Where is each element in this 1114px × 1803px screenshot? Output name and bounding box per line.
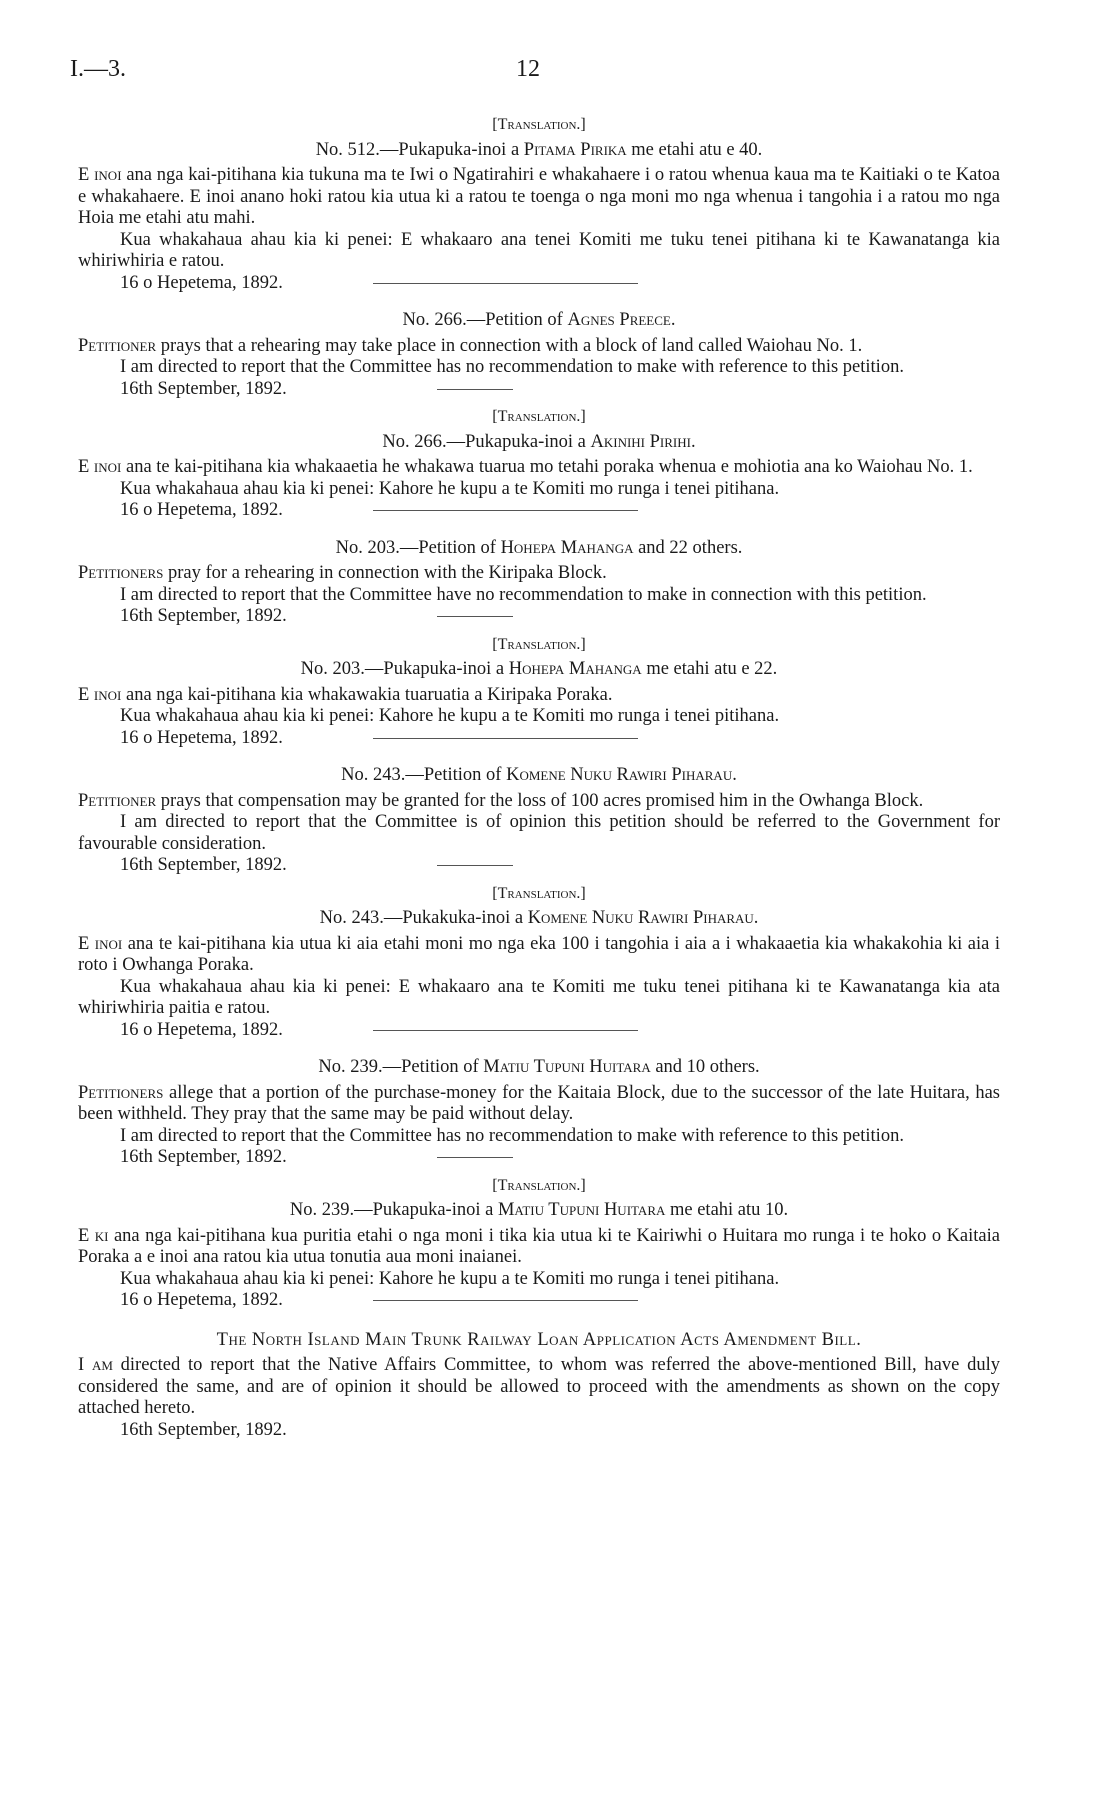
bill-title: The North Island Main Trunk Railway Loan Application Acts Amendment Bill. xyxy=(216,1329,862,1350)
committee-report: I am directed to report that the Committee is of opinion this petition should be referred to the Government for favourable consideration. xyxy=(78,812,1000,854)
committee-report: I am directed to report that the Committee have no recommendation to make in connection with this petition. xyxy=(120,584,927,605)
bill-section xyxy=(78,1330,1000,1442)
date-text: 16 o Hepetema, 1892. xyxy=(120,727,283,748)
summary-text: pray for a rehearing in connection with the Kiripaka Block. xyxy=(163,563,607,583)
petition-summary xyxy=(78,336,1000,358)
date-text: 16th September, 1892. xyxy=(120,378,287,399)
date-text: 16th September, 1892. xyxy=(120,606,287,626)
petitioner-name: Akinihi Pirihi xyxy=(590,431,691,452)
petition-number: No. 239.—Petition of xyxy=(318,1057,484,1077)
lead-words: E inoi xyxy=(78,933,123,954)
petition-summary xyxy=(78,934,1000,977)
petition-number: No. 239.—Pukapuka-inoi a xyxy=(289,1200,498,1220)
petition-title-tail: and 10 others. xyxy=(650,1057,760,1077)
petition-title-tail: me etahi atu e 40. xyxy=(626,139,763,160)
petition-summary xyxy=(78,457,1000,479)
petition-title xyxy=(78,908,1000,930)
divider-rule xyxy=(373,1300,638,1301)
summary-text: prays that compensation may be granted for the loss of 100 acres promised him in the Owhanga Block. xyxy=(156,790,924,811)
report-date xyxy=(78,728,1000,750)
petition-summary xyxy=(78,165,1000,230)
petition-title-tail: me etahi atu 10. xyxy=(665,1200,789,1220)
petition-summary xyxy=(78,1226,1000,1269)
petition-title xyxy=(78,659,1000,681)
petition-title xyxy=(78,140,1000,162)
petition-section xyxy=(78,538,1000,628)
translation-label: [Translation.] xyxy=(492,408,586,425)
petition-summary xyxy=(78,563,1000,585)
petitioner-name: Matiu Tupuni Huitara xyxy=(483,1057,651,1077)
divider-rule xyxy=(437,389,513,390)
petition-number: No. 266.—Petition of xyxy=(402,310,568,330)
summary-text: ana te kai-pitihana kia whakaaetia he whakawa tuarua mo tetahi poraka whenua e mohiotia ana ko Waiohau No. 1. xyxy=(121,457,973,477)
translation-label: [Translation.] xyxy=(492,635,586,653)
petition-section xyxy=(78,114,1000,294)
report-date xyxy=(78,273,1000,295)
petitioner-name: Pitama Pirika xyxy=(523,139,627,160)
petition-title xyxy=(78,432,1000,454)
petition-number: No. 266.—Pukapuka-inoi a xyxy=(382,431,591,452)
petition-title xyxy=(78,310,1000,332)
divider-rule xyxy=(437,1157,513,1158)
report-date xyxy=(78,855,1000,877)
petition-section xyxy=(78,765,1000,877)
petition-title-tail: . xyxy=(670,310,676,330)
committee-report: Kua whakahaua ahau kia ki penei: E whakaaro ana tenei Komiti me tuku tenei pitihana ki te Kawanatanga kia whiriwhiria e ratou. xyxy=(78,229,1000,271)
lead-words: Petitioner xyxy=(78,790,157,811)
petitioner-name: Komene Nuku Rawiri Piharau xyxy=(506,765,733,785)
lead-words: E inoi xyxy=(78,457,122,477)
petitioner-name: Komene Nuku Rawiri Piharau xyxy=(527,908,754,928)
petition-title-tail: . xyxy=(690,431,696,452)
petition-section xyxy=(78,883,1000,1042)
petition-title-tail: . xyxy=(732,765,737,785)
petition-title-tail: me etahi atu e 22. xyxy=(641,659,778,679)
date-text: 16 o Hepetema, 1892. xyxy=(120,272,283,293)
petition-section xyxy=(78,1057,1000,1169)
lead-words: Petitioners xyxy=(78,563,164,583)
committee-report: Kua whakahaua ahau kia ki penei: Kahore he kupu a te Komiti mo runga i tenei pitihana. xyxy=(120,706,780,726)
petition-number: No. 512.—Pukapuka-inoi a xyxy=(315,139,524,160)
petition-title-tail: and 22 others. xyxy=(633,537,743,558)
summary-text: allege that a portion of the purchase-money for the Kaitaia Block, due to the successor of the late Huitara, has been withheld. They pray that the same may be paid without delay. xyxy=(78,1082,1000,1124)
report-date xyxy=(78,1020,1000,1042)
petition-summary xyxy=(78,685,1000,707)
committee-report: Kua whakahaua ahau kia ki penei: E whakaaro ana te Komiti me tuku tenei pitihana ki te Kawanatanga kia ata whiriwhiria paitia e ratou. xyxy=(78,976,1000,1018)
date-text: 16 o Hepetema, 1892. xyxy=(120,500,283,520)
divider-rule xyxy=(373,510,638,511)
date-text: 16th September, 1892. xyxy=(120,855,287,875)
petition-summary xyxy=(78,791,1000,813)
document-body xyxy=(78,108,1000,1441)
summary-text: ana te kai-pitihana kia utua ki aia etahi moni mo nga eka 100 i tangohia i aia a i whakaaetia kia whakakohia ki aia i roto i Owhanga Poraka. xyxy=(78,933,1000,975)
petition-section xyxy=(78,310,1000,400)
divider-rule xyxy=(437,865,513,866)
report-reference: I.—3. xyxy=(70,56,126,82)
report-date xyxy=(78,1290,1000,1312)
petition-number: No. 203.—Petition of xyxy=(335,537,501,558)
divider-rule xyxy=(373,1030,638,1031)
petitioner-name: Agnes Preece xyxy=(567,310,671,330)
divider-rule xyxy=(373,738,638,739)
translation-label: [Translation.] xyxy=(492,1176,586,1194)
lead-words: E ki xyxy=(78,1225,109,1246)
petition-section xyxy=(78,406,1000,522)
petitioner-name: Matiu Tupuni Huitara xyxy=(497,1200,666,1220)
committee-report: I am directed to report that the Committee has no recommendation to make with reference to this petition. xyxy=(120,1125,904,1146)
lead-words: Petitioner xyxy=(78,335,157,356)
bill-report xyxy=(78,1355,1000,1420)
date-text: 16 o Hepetema, 1892. xyxy=(120,1290,283,1310)
summary-text: ana nga kai-pitihana kia tukuna ma te Iwi o Ngatirahiri e whakahaere i o ratou whenua kaua ma te Kaitiaki o te Katoa e whakahaere. E inoi anano hoki ratou kia utua ki a ratou te toenga o nga moni mo nga whenua i tangohia i a ratou mo nga Hoia me etahi atu mahi. xyxy=(78,165,1000,228)
petition-title xyxy=(78,538,1000,560)
committee-report: Kua whakahaua ahau kia ki penei: Kahore he kupu a te Komiti mo runga i tenei pitihana. xyxy=(120,478,780,499)
report-date xyxy=(78,500,1000,522)
translation-label: [Translation.] xyxy=(492,116,586,133)
petition-title-tail: . xyxy=(753,908,759,928)
divider-rule xyxy=(373,283,638,284)
divider-rule xyxy=(437,616,513,617)
petition-number: No. 243.—Pukakuka-inoi a xyxy=(319,908,528,928)
petition-title xyxy=(78,765,1000,787)
lead-words: Petitioners xyxy=(78,1082,164,1103)
lead-words: E inoi xyxy=(78,684,122,705)
petition-section xyxy=(78,1175,1000,1312)
lead-words: I am xyxy=(78,1355,113,1375)
petition-section xyxy=(78,634,1000,750)
translation-label: [Translation.] xyxy=(492,884,586,902)
lead-words: E inoi xyxy=(78,165,122,185)
committee-report: I am directed to report that the Committee has no recommendation to make with reference to this petition. xyxy=(120,357,904,377)
date-text: 16 o Hepetema, 1892. xyxy=(120,1019,283,1040)
petition-summary xyxy=(78,1083,1000,1126)
committee-report: Kua whakahaua ahau kia ki penei: Kahore he kupu a te Komiti mo runga i tenei pitihana. xyxy=(120,1268,780,1289)
date-text: 16th September, 1892. xyxy=(120,1147,287,1167)
bill-date: 16th September, 1892. xyxy=(120,1419,287,1440)
report-date xyxy=(78,606,1000,628)
summary-text: prays that a rehearing may take place in connection with a block of land called Waiohau No. 1. xyxy=(156,335,863,356)
petition-title xyxy=(78,1200,1000,1222)
petitioner-name: Hohepa Mahanga xyxy=(500,537,634,558)
petition-title xyxy=(78,1057,1000,1079)
report-date xyxy=(78,379,1000,401)
bill-report-text: directed to report that the Native Affairs Committee, to whom was referred the above-mentioned Bill, have duly considered the same, and are of opinion it should be allowed to proceed with the amendments as shown on the copy attached hereto. xyxy=(78,1355,1000,1418)
petition-number: No. 243.—Petition of xyxy=(341,765,507,785)
summary-text: ana nga kai-pitihana kua puritia etahi o nga moni i tika kia utua ki te Kairiwhi o Huitara mo runga i te hoko o Kaitaia Poraka a e inoi ana ratou kia utua tonutia aua moni inaianei. xyxy=(78,1225,1000,1267)
report-date xyxy=(78,1147,1000,1169)
petition-number: No. 203.—Pukapuka-inoi a xyxy=(300,659,509,679)
summary-text: ana nga kai-pitihana kia whakawakia tuaruatia a Kiripaka Poraka. xyxy=(121,684,613,705)
page-number: 12 xyxy=(516,56,540,82)
petitioner-name: Hohepa Mahanga xyxy=(508,659,642,679)
